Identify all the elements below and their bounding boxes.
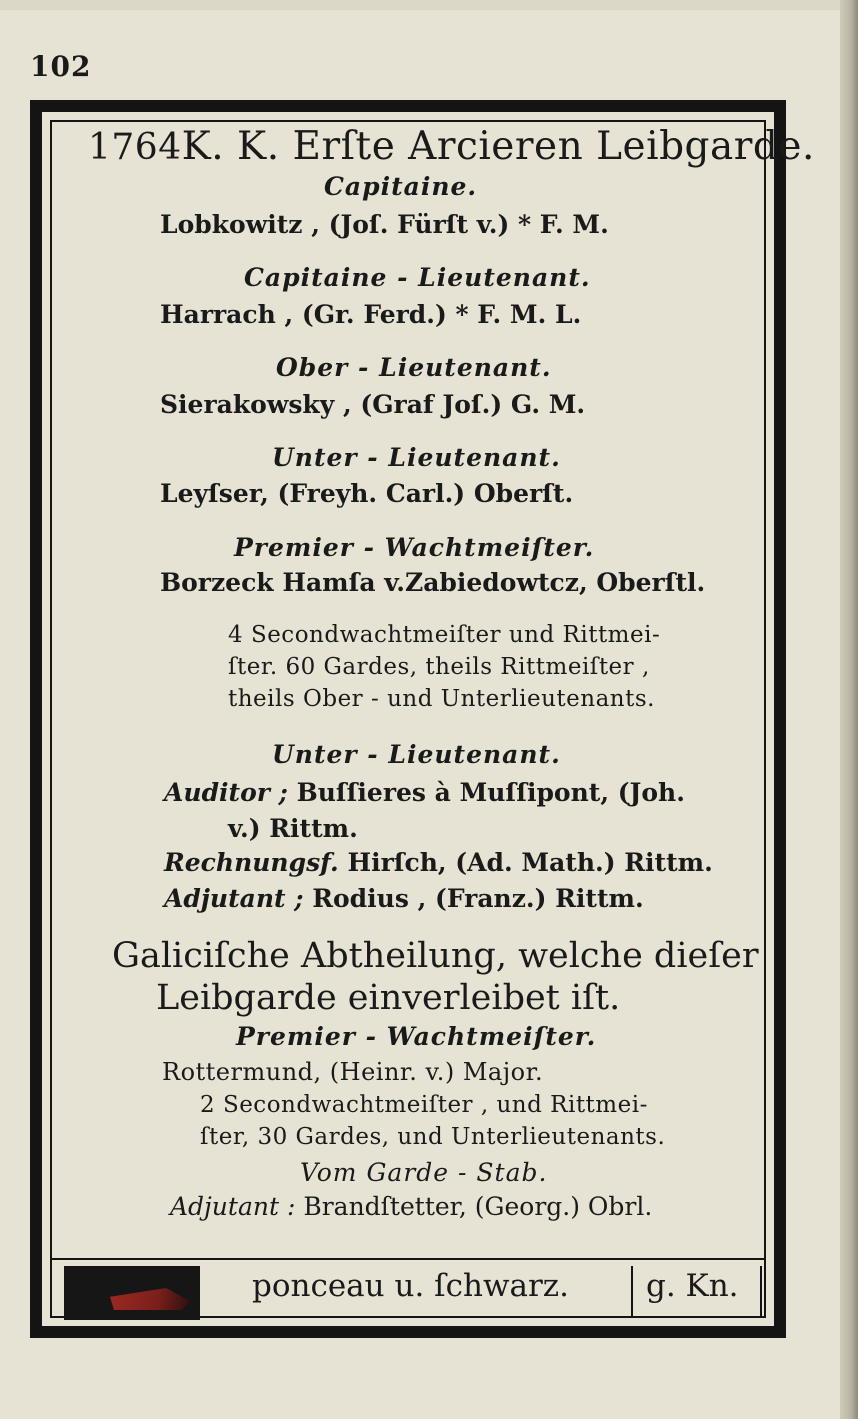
garde-stab-heading: Vom Garde - Stab. (300, 1158, 548, 1187)
title-year: 1764 (88, 127, 182, 168)
title-text: K. K. Erſte Arcieren Leibgarde. (181, 124, 815, 169)
rechnung-label: Rechnungsf. (164, 848, 339, 877)
auditor-label: Auditor ; (164, 778, 288, 807)
footer-separator-2 (760, 1266, 762, 1318)
staff-auditor (164, 778, 685, 807)
staff-heading: Unter - Lieutenant. (272, 740, 561, 769)
adjutant-label: Adjutant ; (164, 884, 304, 913)
note-line-2: ſter. 60 Gardes, theils Rittmeiſter , (228, 654, 650, 680)
staff-adjutant (164, 884, 644, 913)
footer-divider (50, 1258, 766, 1260)
galician-note-line-2: ſter, 30 Gardes, und Unterlieutenants. (200, 1124, 666, 1150)
entry-leysser: Leyſser, (Freyh. Carl.) Oberſt. (160, 479, 574, 508)
uniform-colors-text: ponceau u. ſchwarz. (252, 1268, 569, 1304)
rechnung-text: Hirſch, (Ad. Math.) Rittm. (347, 848, 713, 877)
galician-entry-rottermund: Rottermund, (Heinr. v.) Major. (162, 1058, 544, 1086)
staff-auditor-cont: v.) Rittm. (228, 814, 358, 843)
section-heading-capitaine-lieutenant: Capitaine - Lieutenant. (244, 263, 591, 292)
galician-adjutant (170, 1192, 652, 1221)
galician-adjutant-label: Adjutant : (170, 1192, 296, 1221)
section-heading-premier-wachtmeister: Premier - Wachtmeiſter. (234, 533, 595, 562)
page-edge (840, 0, 858, 1419)
entry-harrach: Harrach , (Gr. Ferd.) * F. M. L. (160, 300, 582, 329)
page-number: 102 (30, 50, 92, 83)
uniform-color-swatch (64, 1266, 200, 1320)
page-top-strip (0, 0, 858, 10)
footer-separator-1 (631, 1266, 633, 1318)
auditor-text: Buſſieres à Muſſipont, (Joh. (296, 778, 685, 807)
entry-sierakowsky: Sierakowsky , (Graf Joſ.) G. M. (160, 390, 586, 419)
entry-borzeck: Borzeck Hamſa v.Zabiedowtcz, Oberſtl. (160, 568, 706, 597)
section-heading-ober-lieutenant: Ober - Lieutenant. (276, 353, 552, 382)
galician-title-line-1: Galiciſche Abtheilung, welche dieſer (112, 936, 759, 976)
section-heading-capitaine: Capitaine. (324, 172, 478, 201)
galician-heading: Premier - Wachtmeiſter. (236, 1022, 597, 1051)
staff-rechnungsfuehrer (164, 848, 713, 877)
swatch-underline (218, 1316, 244, 1318)
section-heading-unter-lieutenant: Unter - Lieutenant. (272, 443, 561, 472)
page-title (88, 124, 815, 169)
note-line-3: theils Ober - und Unterlieutenants. (228, 686, 655, 712)
entry-lobkowitz: Lobkowitz , (Joſ. Fürſt v.) * F. M. (160, 210, 609, 239)
note-line-1: 4 Secondwachtmeiſter und Rittmei- (228, 622, 661, 648)
galician-adjutant-text: Brandſtetter, (Georg.) Obrl. (303, 1192, 653, 1221)
buttons-text: g. Kn. (646, 1268, 739, 1304)
adjutant-text: Rodius , (Franz.) Rittm. (312, 884, 644, 913)
galician-title-line-2: Leibgarde einverleibet iſt. (156, 978, 621, 1018)
galician-note-line-1: 2 Secondwachtmeiſter , und Rittmei- (200, 1092, 648, 1118)
